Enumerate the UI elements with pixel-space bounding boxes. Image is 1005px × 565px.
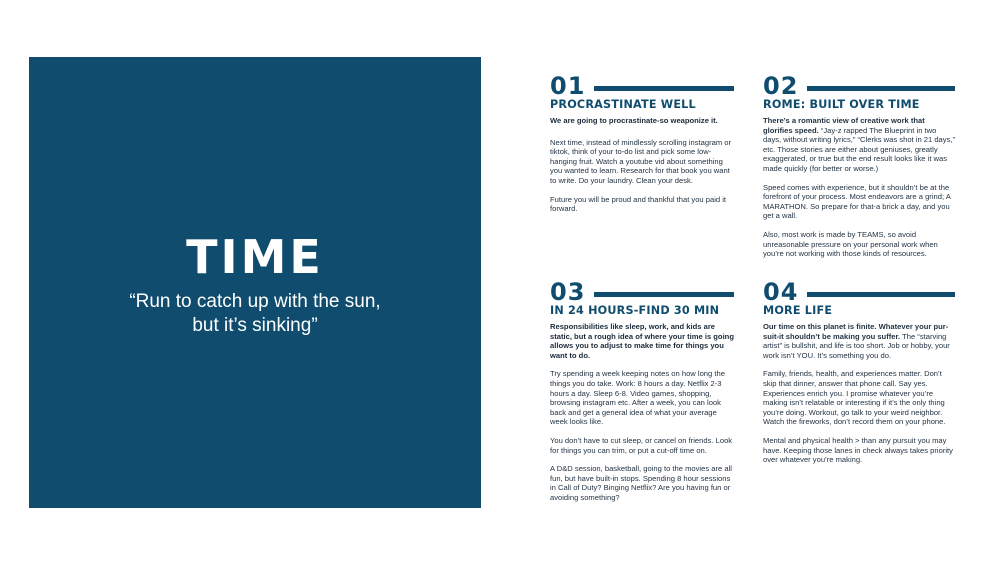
section-paragraph: Try spending a week keeping notes on how long the things you do take. Work: 8 hours a day. Netflix 2-3 hours a day. Sleep 6-8. Video games, shopping, browsing instagram etc. After a week, you can look back and get a general idea of what your average week looks like. xyxy=(550,369,725,427)
section-divider-bar xyxy=(594,86,734,91)
section-number-row xyxy=(550,74,734,98)
section-lead: There’s a romantic view of creative work that glorifies speed. xyxy=(763,116,925,135)
quote-line-2: but it’s sinking” xyxy=(192,315,318,336)
section-02 xyxy=(763,74,955,259)
section-paragraph: You don’t have to cut sleep, or cancel on friends. Look for things you can trim, or put a cut-off time on. xyxy=(550,435,733,455)
section-number-row xyxy=(763,74,955,98)
section-divider-bar xyxy=(807,292,955,297)
section-heading: MORE LIFE xyxy=(763,304,833,317)
section-01 xyxy=(550,74,734,214)
section-04 xyxy=(763,280,955,465)
section-paragraph: Next time, instead of mindlessly scrolling instagram or tiktok, think of your to-do list and pick some low-hanging fruit. Watch a youtube vid about something you wanted to learn. Research for that book you want to write. Do your laundry. Clean your desk. xyxy=(550,137,732,185)
section-divider-bar xyxy=(807,86,955,91)
section-number: 04 xyxy=(763,278,799,306)
section-divider-bar xyxy=(594,292,734,297)
section-number: 01 xyxy=(550,72,586,100)
section-lead-block xyxy=(763,322,955,360)
section-paragraph: Also, most work is made by TEAMS, so avoid unreasonable pressure on your personal work when you’re not working with those kinds of resources. xyxy=(763,229,938,259)
section-paragraph: Future you will be proud and thankful that you paid it forward. xyxy=(550,194,727,214)
section-paragraph: Family, friends, health, and experiences matter. Don’t skip that dinner, answer that phone call. Say yes. Experiences enrich you. I promise whatever you’re making isn’t relatable or interesting if it’s the only thing you’re doing. Workout, go talk to your weird neighbor. Watch the fireworks, don’t record them on your phone. xyxy=(763,369,946,427)
section-03 xyxy=(550,280,734,503)
section-lead: Our time on this planet is finite. Whatever your pur-suit-it shouldn’t be making you suffer. xyxy=(763,322,949,341)
section-number: 02 xyxy=(763,72,799,100)
section-heading: PROCRASTINATE WELL xyxy=(550,98,696,111)
section-lead-block xyxy=(763,116,955,174)
section-number-row xyxy=(763,280,955,304)
section-heading: IN 24 HOURS-FIND 30 MIN xyxy=(550,304,720,317)
section-lead-rest: The “starving artist” is bullshit, and life is too short. Job or hobby, your work isn’t YOU. It’s something you do. xyxy=(763,331,950,360)
section-number-row xyxy=(550,280,734,304)
title-panel xyxy=(29,57,481,508)
section-lead-rest: “Jay-z rapped The Blueprint in two days, without writing lyrics,” “Clerks was shot in 21 days,” etc. Those stories are either about geniuses, greatly exaggerated, or true but the end result looks like it was made quickly (for better or worse.) xyxy=(763,125,956,173)
section-paragraph: Mental and physical health > than any pursuit you may have. Keeping those lanes in check always takes priority over whatever you’re making. xyxy=(763,435,953,465)
section-paragraph: A D&D session, basketball, going to the movies are all fun, but have built-in stops. Spending 8 hour sessions in Call of Duty? Binging Netflix? Are you having fun or avoiding something? xyxy=(550,464,732,502)
section-lead: Responsibilities like sleep, work, and kids are static, but a rough idea of where your time is going allows you to adjust to make time for things you want to do. xyxy=(550,322,734,360)
quote xyxy=(29,290,481,338)
page-title: TIME xyxy=(186,230,324,284)
section-paragraph: Speed comes with experience, but it shouldn’t be at the forefront of your process. Most endeavors are a grind; A MARATHON. So prepare for that-a brick a day, and you get a wall. xyxy=(763,182,951,221)
section-heading: ROME: BUILT OVER TIME xyxy=(763,98,920,111)
section-lead: We are going to procrastinate-so weaponize it. xyxy=(550,116,718,125)
section-number: 03 xyxy=(550,278,586,306)
quote-line-1: “Run to catch up with the sun, xyxy=(129,291,381,312)
